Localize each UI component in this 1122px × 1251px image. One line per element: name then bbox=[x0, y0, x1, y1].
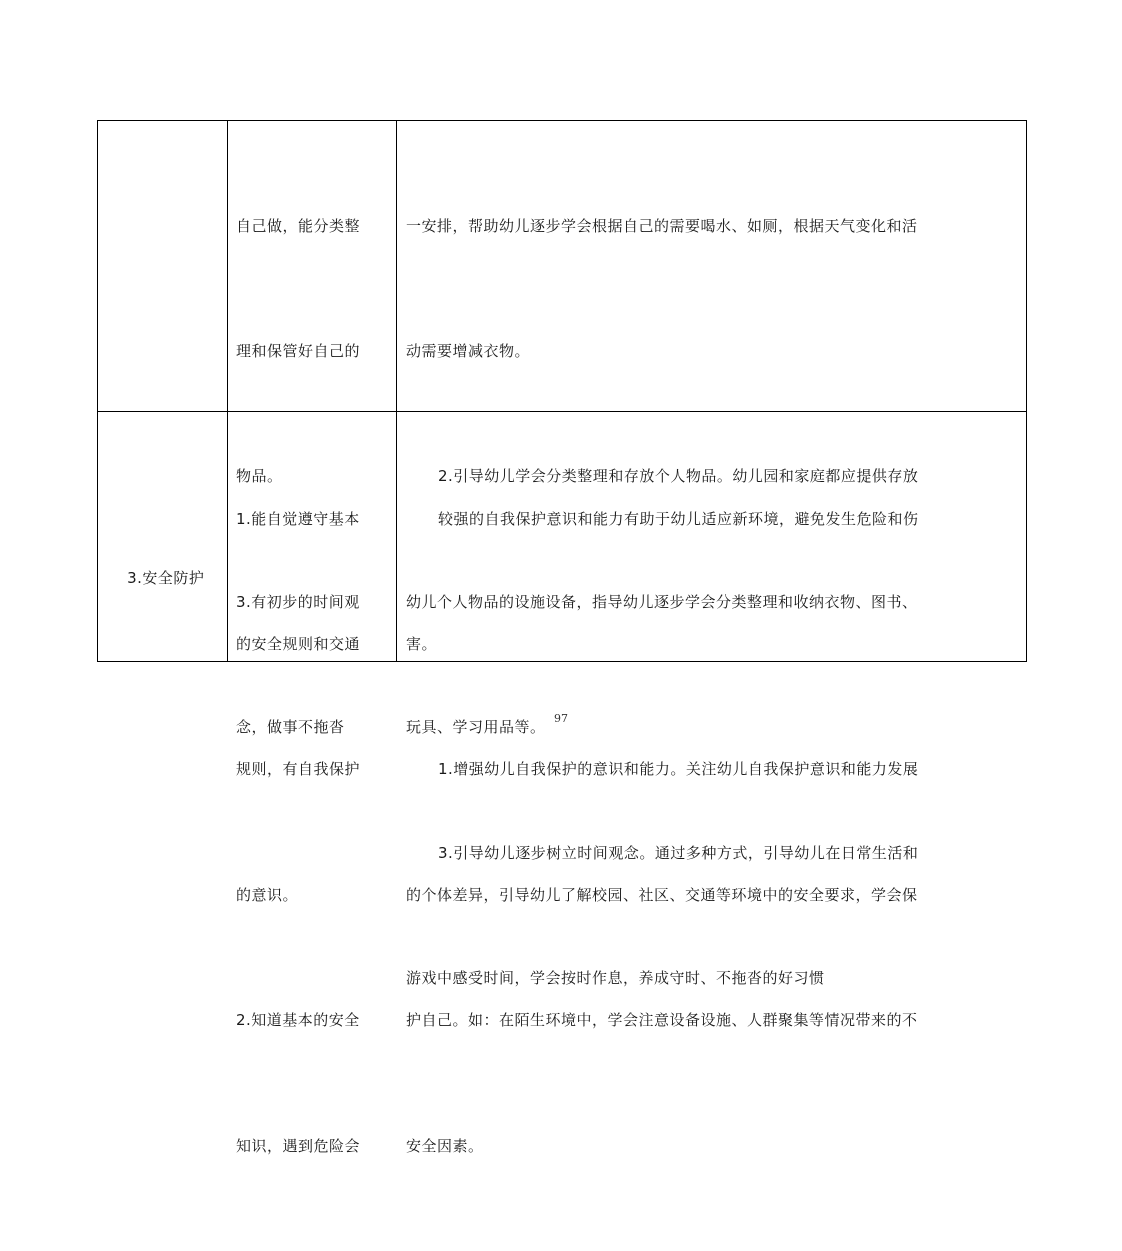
row1-goal-line: 自己做，能分类整 bbox=[236, 216, 361, 235]
row2-goal-line: 2.知道基本的安全 bbox=[236, 1011, 360, 1030]
row2-goal-line: 1.能自觉遵守基本 bbox=[236, 509, 360, 528]
column-divider-1 bbox=[227, 121, 228, 661]
row1-goal-line: 物品。 bbox=[236, 467, 283, 486]
row2-guide-line: 1.增强幼儿自我保护的意识和能力。关注幼儿自我保护意识和能力发展 bbox=[438, 760, 919, 779]
row1-guide-line: 动需要增减衣物。 bbox=[406, 341, 531, 360]
row2-guide-line: 较强的自我保护意识和能力有助于幼儿适应新环境，避免发生危险和伤 bbox=[438, 509, 919, 528]
row1-guide-line: 幼儿个人物品的设施设备，指导幼儿逐步学会分类整理和收纳衣物、图书、 bbox=[406, 592, 918, 611]
row1-guide-line: 一安排，帮助幼儿逐步学会根据自己的需要喝水、如厕，根据天气变化和活 bbox=[406, 216, 918, 235]
row1-guide-line: 2.引导幼儿学会分类整理和存放个人物品。幼儿园和家庭都应提供存放 bbox=[438, 467, 919, 486]
row2-guide-line: 害。 bbox=[406, 634, 438, 653]
row1-goal-line: 理和保管好自己的 bbox=[236, 341, 361, 360]
row2-goal-line: 的安全规则和交通 bbox=[236, 634, 361, 653]
row1-guide-line: 3.引导幼儿逐步树立时间观念。通过多种方式，引导幼儿在日常生活和 bbox=[438, 843, 919, 862]
row2-guide-line: 护自己。如：在陌生环境中，学会注意设备设施、人群聚集等情况带来的不 bbox=[406, 1011, 918, 1030]
row2-guide-line: 的个体差异，引导幼儿了解校园、社区、交通等环境中的安全要求，学会保 bbox=[406, 885, 918, 904]
row1-guide-line: 游戏中感受时间，学会按时作息，养成守时、不拖沓的好习惯 bbox=[406, 968, 825, 987]
row2-goal-line: 知识，遇到危险会 bbox=[236, 1136, 361, 1155]
row2-goal-line: 的意识。 bbox=[236, 885, 299, 904]
column-divider-2 bbox=[396, 121, 397, 661]
row1-goal-line: 念，做事不拖沓 bbox=[236, 718, 345, 737]
row1-category-cell bbox=[98, 121, 227, 246]
row2-goals-cell bbox=[236, 415, 394, 1251]
row1-goal-line: 3.有初步的时间观 bbox=[236, 592, 360, 611]
row1-guide-line: 玩具、学习用品等。 bbox=[406, 718, 546, 737]
row2-category: 3.安全防护 bbox=[127, 568, 205, 587]
row2-goal-line: 规则，有自我保护 bbox=[236, 760, 361, 779]
page-number: 97 bbox=[554, 712, 568, 725]
row2-guide-line: 安全因素。 bbox=[406, 1136, 484, 1155]
row2-guidance-cell bbox=[406, 415, 1024, 1251]
row2-category-cell bbox=[106, 516, 226, 641]
